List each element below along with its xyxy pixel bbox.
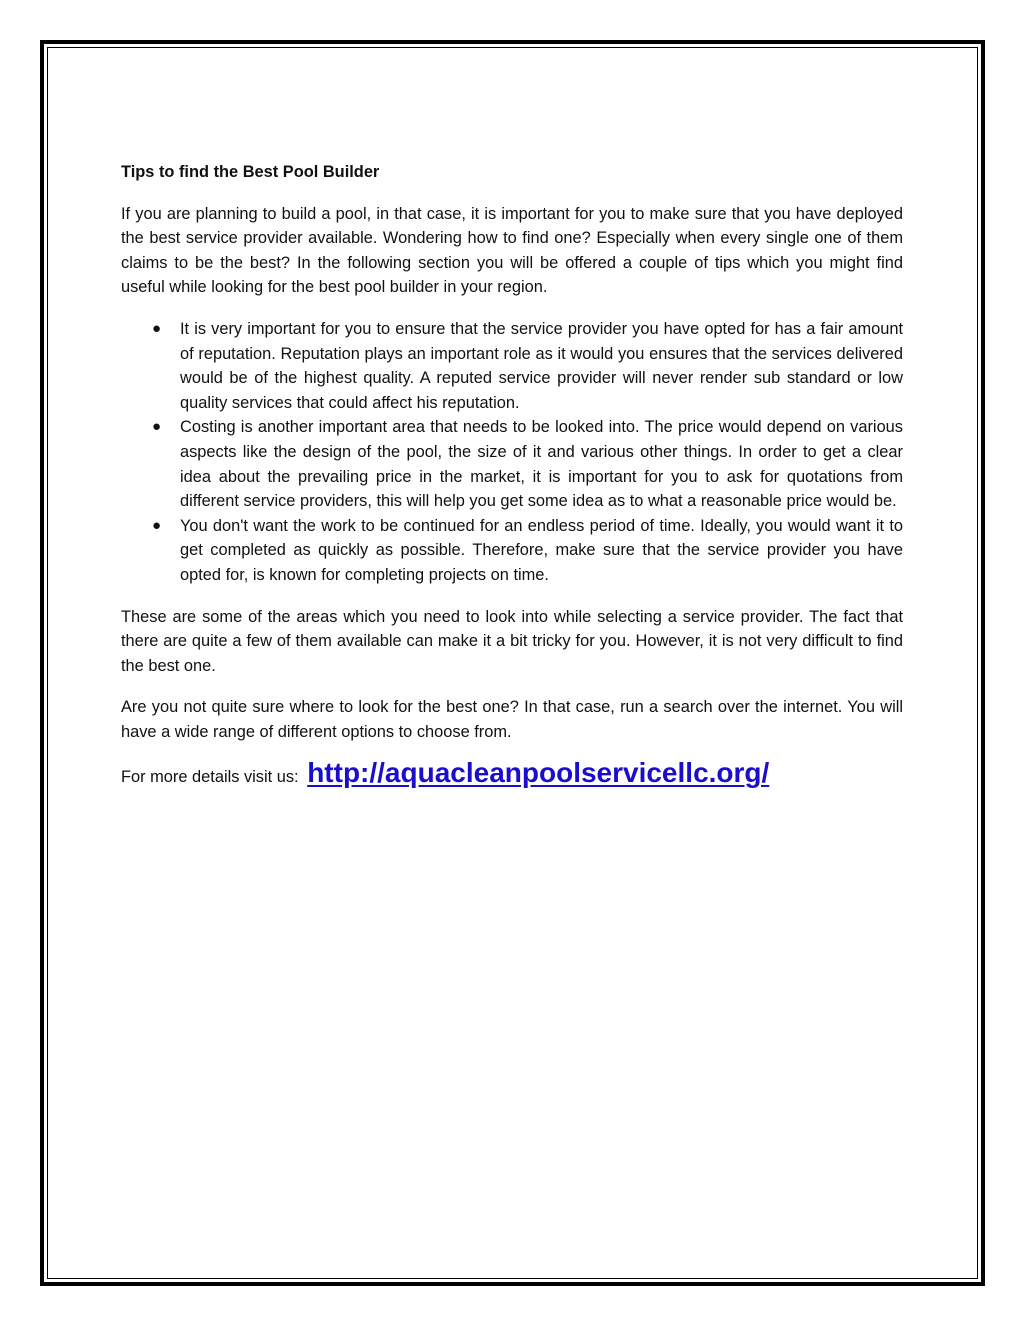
bullet-icon: ● — [152, 418, 162, 436]
search-paragraph: Are you not quite sure where to look for the best one? In that case, run a search over the internet. You will have a wide range of different options to choose from. — [121, 698, 903, 741]
bullet-icon: ● — [152, 516, 162, 534]
list-item — [121, 514, 903, 588]
list-item — [121, 317, 903, 415]
tips-list — [121, 317, 903, 588]
intro-paragraph: If you are planning to build a pool, in that case, it is important for you to make sure that you have deployed the best service provider available. Wondering how to find one? Especially when every single one of them claims to be the best? In the following section you will be offered a couple of tips which you might find useful while looking for the best pool builder in your region. — [121, 204, 903, 297]
visit-line — [121, 757, 903, 790]
list-item-text: It is very important for you to ensure that the service provider you have opted for has a fair amount of reputation. Reputation plays an important role as it would you ensures that the services delivered would be of the highest quality. A reputed service provider will never render sub standard or low quality services that could affect his reputation. — [180, 319, 903, 412]
document-body — [121, 160, 903, 790]
website-link[interactable]: http://aquacleanpoolservicellc.org/ — [307, 757, 770, 789]
list-item-text: You don't want the work to be continued for an endless period of time. Ideally, you would want it to get completed as quickly as possible. Therefore, make sure that the service provider you have opted for, is known for completing projects on time. — [180, 516, 903, 584]
list-item-text: Costing is another important area that needs to be looked into. The price would depend on various aspects like the design of the pool, the size of it and various other things. In order to get a clear idea about the prevailing price in the market, it is important for you to ask for quotations from different service providers, this will help you get some idea as to what a reasonable price would be. — [180, 418, 903, 511]
list-item — [121, 415, 903, 513]
visit-label: For more details visit us: — [121, 768, 299, 787]
bullet-icon: ● — [152, 319, 162, 337]
document-title: Tips to find the Best Pool Builder — [121, 163, 380, 181]
summary-paragraph: These are some of the areas which you need to look into while selecting a service provider. The fact that there are quite a few of them available can make it a bit tricky for you. However, it is not very difficult to find the best one. — [121, 607, 903, 675]
